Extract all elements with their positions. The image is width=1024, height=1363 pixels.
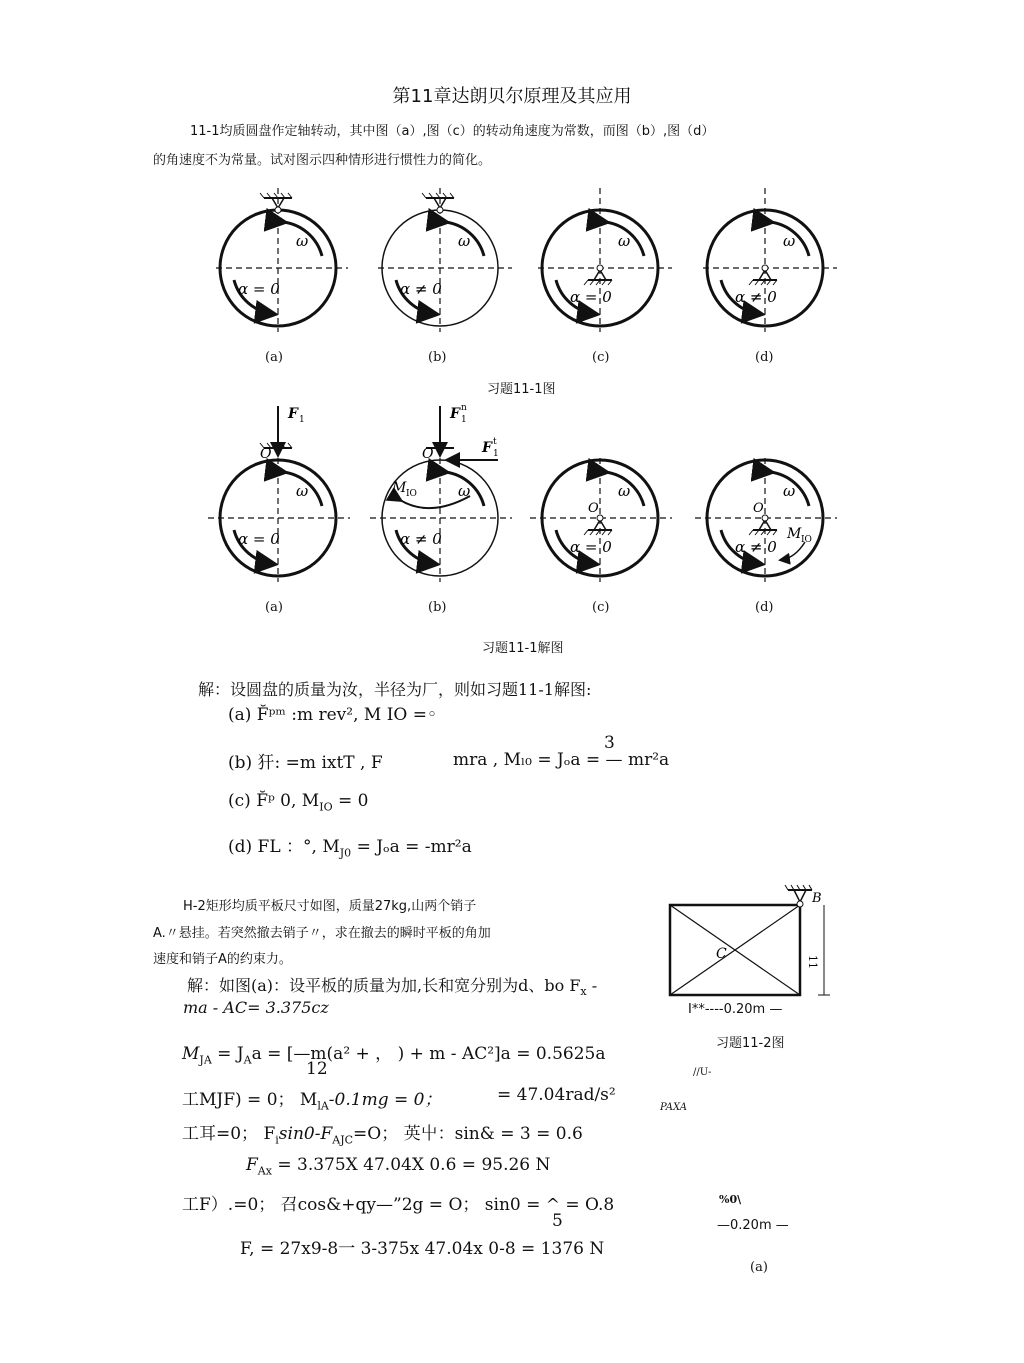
svg-text:IO: IO [406, 489, 417, 499]
sublabel-d: (d) [755, 350, 774, 365]
svg-text:α = 0: α = 0 [570, 538, 612, 556]
sol-sublabel-d: (d) [755, 600, 774, 615]
solution-1-b-top: 3 [604, 733, 615, 753]
solution-2-line5: 工耳=0； $F_i\sin 0-F_{AJC}=O$； 英屮：sin& = 3 = 0.6 [182, 1124, 583, 1147]
problem-1-text-line2: 的角速度不为常量。试对图示四种情形进行惯性力的简化。 [153, 153, 492, 168]
disk-d [703, 188, 837, 332]
svg-text:α = 0: α = 0 [570, 288, 612, 306]
solution-2-line3: $M_{JA} = J_Aa$ = [—m(a² + ， ) + m - AC²]a = 0.5625a [182, 1044, 606, 1067]
solution-2-line3-denominator: 12 [306, 1059, 328, 1079]
solution-1-intro: 解：设圆盘的质量为汝，半径为厂，则如习题11-1解图: [198, 680, 592, 699]
svg-text:ω: ω [458, 482, 471, 500]
sublabel-b: (b) [428, 350, 447, 365]
sol-sublabel-c: (c) [592, 600, 610, 615]
figure-caption-11-2: 习题11-2图 [716, 1036, 785, 1051]
svg-text:M: M [787, 526, 802, 542]
solution-2-line7: 工F）.=0； 召cos&+qy—”2g = O； sin0 = ^ = O.8 [182, 1195, 615, 1215]
svg-text:ω: ω [783, 232, 796, 250]
svg-text:O: O [260, 446, 272, 462]
solution-2-line4: 工MJF) = 0； $M_{lA}-0.1mg = 0$； [182, 1090, 442, 1113]
figure-caption-11-1: 习题11-1图 [487, 382, 556, 397]
solution-2-line1: 解：如图(a)：设平板的质量为加,长和宽分别为d、bo $F_x$ - [187, 976, 598, 999]
problem-2-line2: A.〃悬挂。若突然撤去销子〃，求在撤去的瞬时平板的角加 [153, 926, 491, 941]
solution-1-d: (d) FL ：°, $M_{J0} = J_oa = -mr^2a$ [228, 837, 472, 860]
solution-2-line2: ma - AC= 3.375cz [183, 998, 329, 1017]
solution-1-c: (c) F̆ᵖ 0, $M_{IO} = 0$ [228, 791, 369, 814]
sol-sublabel-a: (a) [265, 600, 283, 615]
svg-text:α ≠ 0: α ≠ 0 [735, 538, 777, 556]
svg-text:1: 1 [299, 415, 305, 425]
svg-text:t: t [493, 437, 497, 447]
dim-bottom: I**----0.20m — [688, 1002, 783, 1017]
disk-a [216, 188, 348, 332]
alpha-label: α = 0 [238, 280, 280, 298]
figure-mark-3: %0\ [719, 1193, 742, 1206]
svg-text:ω: ω [296, 482, 309, 500]
svg-text:1: 1 [493, 449, 499, 459]
svg-text:O: O [753, 501, 764, 516]
solution-2-line7-denominator: 5 [552, 1211, 563, 1231]
svg-text:α ≠ 0: α ≠ 0 [400, 530, 442, 548]
svg-text:n: n [461, 403, 467, 413]
svg-text:F: F [288, 406, 298, 422]
svg-text:F: F [450, 406, 460, 422]
svg-text:α ≠ 0: α ≠ 0 [735, 288, 777, 306]
problem-1-text-line1: 11-1均质圆盘作定轴转动，其中图（a）,图（c）的转动角速度为常数，而图（b）,图（d） [190, 124, 715, 139]
solution-1-a: (a) F̆ᵖᵐ :m rev², M IO =◦ [228, 705, 438, 725]
svg-text:IO: IO [801, 535, 812, 545]
svg-text:O: O [588, 501, 599, 516]
sublabel-c: (c) [592, 350, 610, 365]
svg-text:M: M [392, 480, 407, 496]
problem-2-figure [660, 880, 840, 1020]
svg-text:ω: ω [618, 482, 631, 500]
svg-text:α = 0: α = 0 [238, 530, 280, 548]
solution-2-line6: $F_{Ax} = 3.375X$ 47.04X 0.6 = 95.26 N [246, 1155, 551, 1178]
dim-vertical: 11 [806, 955, 819, 969]
svg-text:α ≠ 0: α ≠ 0 [400, 280, 442, 298]
solution-2-line4-right: = 47.04rad/s² [497, 1085, 616, 1105]
dim-bottom-2: —0.20m — [717, 1218, 789, 1233]
problem-2-line1: H-2矩形均质平板尺寸如图，质量27kg,山两个销子 [183, 899, 477, 914]
solution-1-figure [200, 400, 900, 585]
point-c-label: C [716, 946, 727, 962]
svg-text:F: F [482, 440, 492, 456]
svg-text:O: O [422, 446, 434, 462]
sol-sublabel-b: (b) [428, 600, 447, 615]
solution-1-b-right: mra , Mₗ₀ = Jₒa = — mr²a [453, 750, 670, 770]
figure-mark-1: //U- [693, 1067, 712, 1078]
figure-mark-2: PAXA [660, 1102, 688, 1113]
figure-label-a: (a) [750, 1260, 768, 1275]
problem-1-figure [200, 180, 900, 340]
svg-text:1: 1 [461, 415, 467, 425]
svg-text:ω: ω [458, 232, 471, 250]
disk-c [538, 188, 672, 332]
solution-1-b-left: (b) 犴: =m ixtT , F [228, 753, 383, 773]
sublabel-a: (a) [265, 350, 283, 365]
problem-2-line3: 速度和销子A的约束力。 [153, 952, 292, 967]
page-title: 第11章达朗贝尔原理及其应用 [392, 86, 632, 107]
svg-text:ω: ω [618, 232, 631, 250]
point-b-label: B [812, 891, 822, 906]
svg-text:ω: ω [783, 482, 796, 500]
disk-b [378, 188, 512, 332]
solution-caption-11-1: 习题11-1解图 [482, 641, 564, 656]
omega-label: ω [296, 232, 309, 250]
solution-2-line8: F, = 27x9-8一 3-375x 47.04x 0-8 = 1376 N [240, 1239, 605, 1259]
